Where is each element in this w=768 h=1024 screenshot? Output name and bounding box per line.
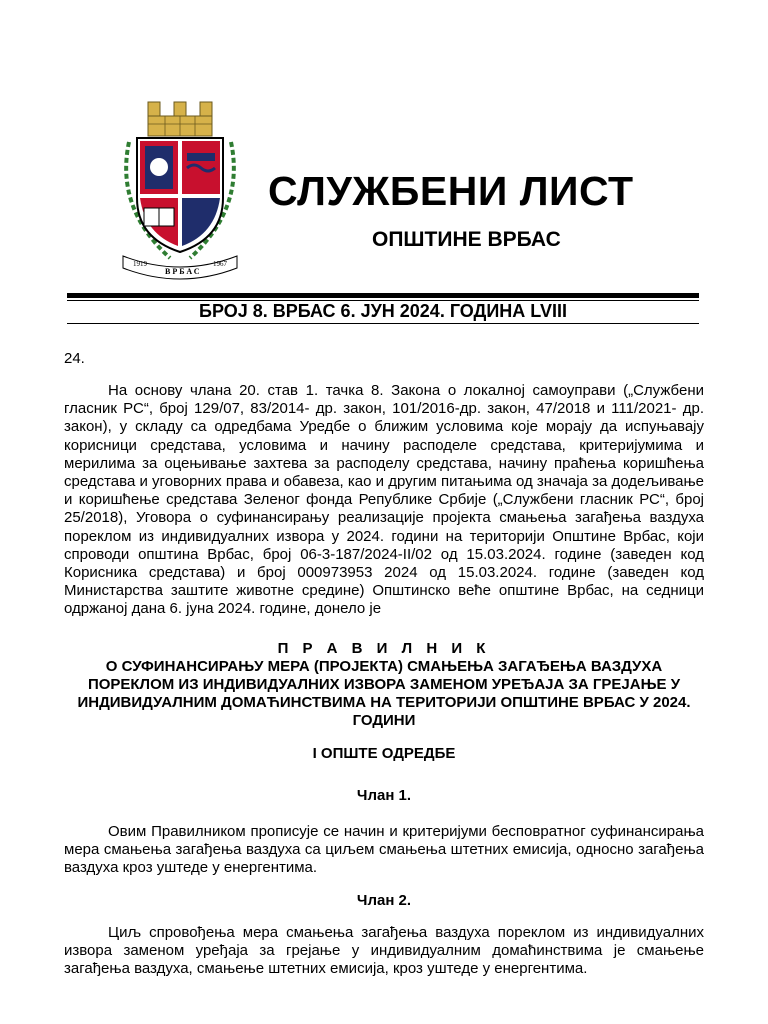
crest-banner-text: ВРБАС [165,267,202,276]
municipality-coat-of-arms [115,98,245,283]
section-heading-general-provisions: I ОПШТЕ ОДРЕДБЕ [312,745,456,762]
gazette-subtitle: ОПШТИНЕ ВРБАС [372,228,561,251]
masthead-rule-top [67,293,699,298]
document-title: О СУФИНАНСИРАЊУ МЕРА (ПРОЈЕКТА) СМАЊЕЊА ЗАГАЂЕЊА ВАЗДУХА ПОРЕКЛОМ ИЗ ИНДИВИДУАЛНИХ ИЗВОРА ЗАМЕНОМ УРЕЂАЈА ЗА ГРЕЈАЊЕ У ИНДИВИДУАЛНИМ ДОМАЋИНСТВИМА НА ТЕРИТОРИЈИ ОПШТИНЕ ВРБАС У 2024. ГОДИНИ [77,658,691,729]
item-number: 24. [64,350,85,367]
document-type-heading: П Р А В И Л Н И К [277,640,491,657]
coat-of-arms-icon [115,98,245,283]
issue-info: БРОЈ 8. ВРБАС 6. ЈУН 2024. ГОДИНА LVIII [199,301,567,321]
article-2-heading: Члан 2. [356,892,412,909]
article-1-heading: Члан 1. [356,787,412,804]
crest-year-right: 1967 [213,260,227,268]
crown-icon [148,102,212,136]
gazette-title: СЛУЖБЕНИ ЛИСТ [268,168,634,214]
preamble-paragraph: На основу члана 20. став 1. тачка 8. Закона о локалној самоуправи („Службени гласник РС“, број 129/07, 83/2014- др. закон, 101/2016-др. закон, 47/2018 и 111/2021- др. закон), у складу са одредбама Уредбе о ближим условима које морају да испуњавају корисници средстава, условима и начину расподеле средстава, критеријумима и мерилима за оцењивање захтева за расподелу средстава, начину праћења коришћења средстава и уговорних права и обавеза, као и другим питањима од значаја за додељивање и коришћење средстава Зеленог фонда Републике Србије („Службени гласник РС“, број 25/2018), Уговора о суфинансирању реализације пројекта смањења загађења ваздуха пореклом из индивидуалних извора у 2024. години на територији Општине Врбас, који спроводи општина Врбас, број 06-3-187/2024-II/02 од 15.03.2024. године (заведен код Корисника средстава) и број 000973953 2024 од 15.03.2024. године (заведен код Министарства заштите животне средине) Општинско веће општине Врбас, на седници одржаној дана 6. јуна 2024. године, донело је [64,382,704,618]
article-2-text: Циљ спровођења мера смањења загађења ваздуха пореклом из индивидуалних извора заменом уређаја за грејање у индивидуалним домаћинствима је смањење загађења ваздуха, смањење штетних емисија, кроз уштеде у енергентима. [64,924,704,978]
crest-year-left: 1919 [133,260,147,268]
masthead-rule-bottom [67,323,699,324]
article-1-text: Овим Правилником прописује се начин и критеријуми бесповратног суфинансирања мера смањења загађења ваздуха са циљем смањења штетних емисија, односно загађења ваздуха кроз уштеде у енергентима. [64,823,704,877]
